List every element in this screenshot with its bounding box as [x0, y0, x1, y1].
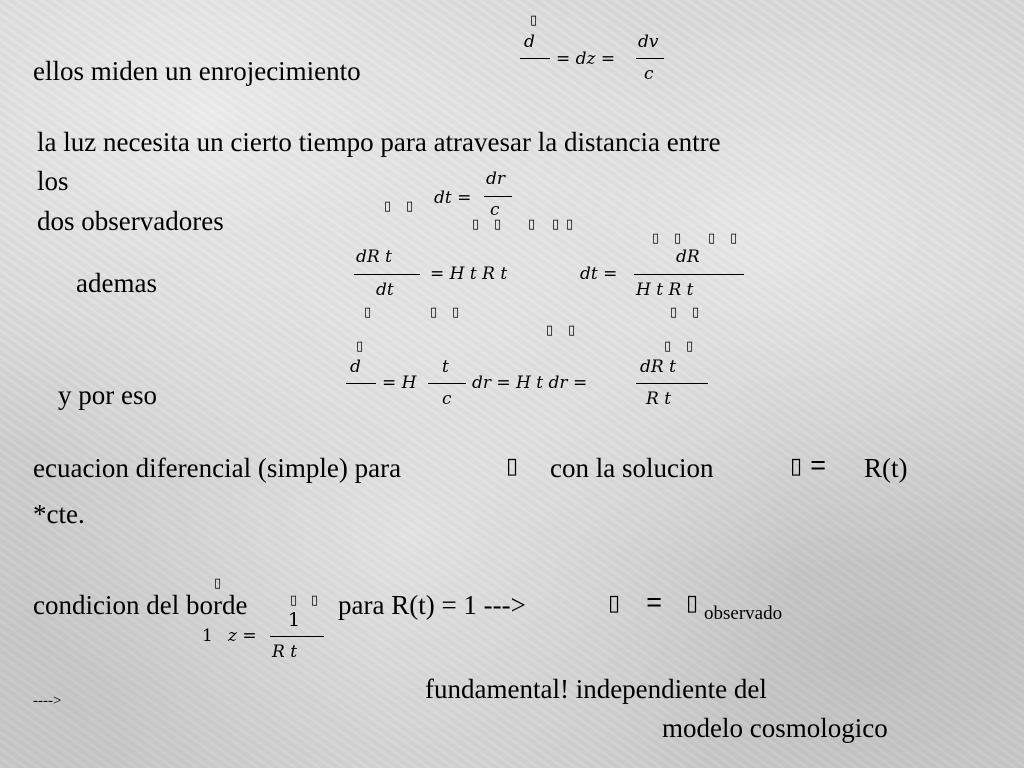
missing-glyph-icon: ▯ — [608, 591, 621, 616]
math-one: 1 — [202, 626, 213, 646]
missing-glyph-icon: ▯ — [290, 593, 298, 608]
text-condicion: condicion del borde — [33, 590, 248, 620]
text-y-por-eso: y por eso — [58, 380, 157, 410]
missing-glyph-icon: ▯ — [406, 199, 414, 214]
missing-glyph-icon: ▯ — [790, 454, 803, 479]
math-t: t — [442, 357, 449, 377]
text-cte: *cte. — [33, 499, 85, 529]
missing-glyph-icon: ▯ — [708, 231, 716, 246]
text-observado: observado — [704, 603, 783, 624]
text-R-t: R(t) — [864, 453, 908, 483]
text-solucion: con la solucion — [550, 453, 714, 483]
missing-glyph-icon: ▯ — [670, 305, 678, 320]
math-z-eq: z = — [228, 626, 257, 646]
missing-glyph-icon: ▯ — [686, 591, 699, 616]
math-c: c — [490, 200, 500, 220]
fraction-bar — [636, 383, 708, 384]
fraction-bar — [428, 383, 466, 384]
missing-glyph-icon: ▯ — [452, 305, 460, 320]
missing-glyph-icon: ▯ — [506, 454, 519, 479]
missing-glyph-icon: ▯ — [364, 305, 372, 320]
text-fundamental: fundamental! independiente del — [425, 674, 767, 704]
missing-glyph-icon: ▯ — [692, 305, 700, 320]
math-dR: dR — [676, 247, 700, 267]
math-dr: dr — [486, 169, 506, 189]
missing-glyph-icon: ▯ — [552, 217, 560, 232]
missing-glyph-icon: ▯ — [494, 217, 502, 232]
text-ecuacion: ecuacion diferencial (simple) para — [33, 453, 402, 483]
missing-glyph-icon: ▯ — [472, 217, 480, 232]
math-eq-H-t-R-t: = H t R t — [430, 264, 508, 284]
missing-glyph-icon: ▯ — [730, 231, 738, 246]
missing-glyph-icon: ▯ — [674, 231, 682, 246]
math-eq-dz: = dz = — [556, 49, 616, 69]
math-dt: dt — [376, 280, 394, 300]
missing-glyph-icon: ▯ — [384, 199, 392, 214]
math-one: 1 — [288, 609, 301, 631]
text-light-time-los: los — [37, 166, 69, 196]
math-c: c — [644, 64, 654, 84]
text-equals: = — [810, 453, 827, 483]
missing-glyph-icon: ▯ — [528, 217, 536, 232]
missing-glyph-icon: ▯ — [430, 305, 438, 320]
fraction-bar — [636, 58, 664, 59]
fraction-bar — [346, 383, 376, 384]
math-c: c — [442, 389, 452, 409]
math-dt-eq: dt = — [434, 188, 472, 208]
math-H-t-R-t: H t R t — [636, 280, 694, 300]
fraction-bar — [484, 196, 512, 197]
text-redshift: ellos miden un enrojecimiento — [33, 56, 361, 86]
missing-glyph-icon: ▯ — [356, 339, 364, 354]
text-light-time: la luz necesita un cierto tiempo para atravesar la distancia entre — [37, 127, 721, 157]
text-condicion-r: para R(t) = 1 ---> — [338, 590, 526, 620]
text-modelo: modelo cosmologico — [662, 713, 888, 743]
math-R-t: R t — [646, 389, 672, 409]
fraction-bar — [520, 58, 550, 59]
missing-glyph-icon: ▯ — [664, 339, 672, 354]
fraction-bar — [354, 274, 420, 275]
missing-glyph-icon: ▯ — [214, 576, 222, 591]
fraction-bar — [270, 636, 324, 637]
text-ademas: ademas — [76, 268, 157, 298]
text-observers: dos observadores — [37, 206, 224, 236]
math-R-t: R t — [272, 642, 298, 662]
missing-glyph-icon: ▯ — [530, 13, 538, 28]
missing-glyph-icon: ▯ — [546, 323, 554, 338]
text-arrow: ----> — [33, 693, 62, 709]
math-d: d — [350, 357, 361, 377]
math-dR-t: dR t — [640, 357, 676, 377]
missing-glyph-icon: ▯ — [311, 593, 319, 608]
missing-glyph-icon: ▯ — [568, 323, 576, 338]
missing-glyph-icon: ▯ — [652, 231, 660, 246]
math-d: d — [524, 32, 535, 52]
math-dt-eq: dt = — [580, 264, 618, 284]
math-dv: dv — [638, 32, 659, 52]
fraction-bar — [634, 274, 744, 275]
missing-glyph-icon: ▯ — [566, 217, 574, 232]
math-eq-H: = H — [382, 373, 417, 393]
missing-glyph-icon: ▯ — [686, 339, 694, 354]
math-dR-t: dR t — [356, 247, 392, 267]
math-dr-eq: dr = H t dr = — [472, 373, 588, 393]
text-equals: = — [646, 590, 663, 620]
